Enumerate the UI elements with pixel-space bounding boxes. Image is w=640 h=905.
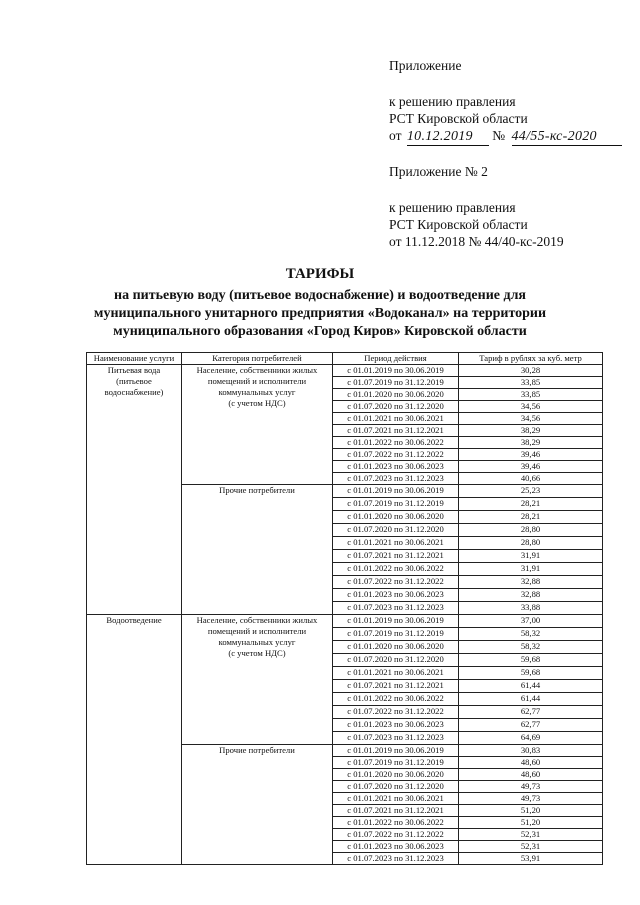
- category-cell: [182, 615, 333, 745]
- tariff-cell: 53,91: [459, 853, 603, 865]
- tariff-cell: 38,29: [459, 425, 603, 437]
- tariff-cell: 32,88: [459, 576, 603, 589]
- period-cell: с 01.07.2019 по 31.12.2019: [333, 757, 459, 769]
- tariff-cell: 30,83: [459, 745, 603, 757]
- date-prefix: от: [389, 128, 402, 143]
- tariff-cell: 48,60: [459, 757, 603, 769]
- service-name-line: Водоотведение: [106, 615, 162, 625]
- period-cell: с 01.01.2019 по 30.06.2019: [333, 615, 459, 628]
- tariff-cell: 39,46: [459, 449, 603, 461]
- period-cell: с 01.07.2020 по 31.12.2020: [333, 401, 459, 413]
- period-cell: с 01.07.2019 по 31.12.2019: [333, 377, 459, 389]
- decision-ref-line: от 11.12.2018 № 44/40-кс-2019: [389, 234, 564, 249]
- service-name-cell: [87, 615, 182, 865]
- header-period: Период действия: [333, 353, 459, 365]
- tariff-cell: 33,85: [459, 389, 603, 401]
- category-cell: [182, 745, 333, 865]
- category-line: (с учетом НДС): [228, 648, 286, 658]
- decision-line: к решению правления: [389, 94, 516, 109]
- tariff-cell: 64,69: [459, 732, 603, 745]
- period-cell: с 01.07.2019 по 31.12.2019: [333, 498, 459, 511]
- header-service: Наименование услуги: [87, 353, 182, 365]
- period-cell: с 01.07.2023 по 31.12.2023: [333, 473, 459, 485]
- tariff-cell: 62,77: [459, 706, 603, 719]
- period-cell: с 01.07.2019 по 31.12.2019: [333, 628, 459, 641]
- period-cell: с 01.01.2022 по 30.06.2022: [333, 437, 459, 449]
- period-cell: с 01.01.2019 по 30.06.2019: [333, 745, 459, 757]
- tariff-cell: 52,31: [459, 829, 603, 841]
- appendix-label: Приложение: [389, 58, 462, 73]
- period-cell: с 01.07.2020 по 31.12.2020: [333, 524, 459, 537]
- tariff-cell: 28,80: [459, 537, 603, 550]
- period-cell: с 01.07.2021 по 31.12.2021: [333, 805, 459, 817]
- header-tariff: Тариф в рублях за куб. метр: [459, 353, 603, 365]
- header-category: Категория потребителей: [182, 353, 333, 365]
- tariff-cell: 28,80: [459, 524, 603, 537]
- tariff-cell: 48,60: [459, 769, 603, 781]
- tariff-cell: 58,32: [459, 641, 603, 654]
- period-cell: с 01.01.2020 по 30.06.2020: [333, 641, 459, 654]
- tariff-cell: 33,88: [459, 602, 603, 615]
- period-cell: с 01.01.2020 по 30.06.2020: [333, 769, 459, 781]
- period-cell: с 01.01.2019 по 30.06.2019: [333, 365, 459, 377]
- handwritten-date: 10.12.2019: [407, 129, 489, 146]
- tariff-cell: 28,21: [459, 498, 603, 511]
- tariff-cell: 25,23: [459, 485, 603, 498]
- period-cell: с 01.07.2021 по 31.12.2021: [333, 550, 459, 563]
- tariff-table: [86, 352, 603, 865]
- handwritten-number: 44/55-кс-2020: [512, 129, 622, 146]
- period-cell: с 01.07.2023 по 31.12.2023: [333, 853, 459, 865]
- category-line: помещений и исполнители: [207, 376, 307, 386]
- service-name-line: (питьевое: [116, 376, 152, 386]
- period-cell: с 01.01.2022 по 30.06.2022: [333, 693, 459, 706]
- period-cell: с 01.07.2022 по 31.12.2022: [333, 706, 459, 719]
- tariff-cell: 61,44: [459, 680, 603, 693]
- category-cell: [182, 485, 333, 615]
- period-cell: с 01.07.2020 по 31.12.2020: [333, 781, 459, 793]
- tariff-cell: 31,91: [459, 550, 603, 563]
- document-title: ТАРИФЫ: [285, 266, 355, 282]
- table-row: [87, 365, 603, 377]
- tariff-cell: 62,77: [459, 719, 603, 732]
- service-name-line: водоснабжение): [104, 387, 164, 397]
- period-cell: с 01.01.2023 по 30.06.2023: [333, 589, 459, 602]
- tariff-cell: 59,68: [459, 654, 603, 667]
- document-subtitle-3: муниципального образования «Город Киров» Кировской области: [113, 324, 527, 339]
- tariff-cell: 33,85: [459, 377, 603, 389]
- tariff-cell: 34,56: [459, 413, 603, 425]
- period-cell: с 01.07.2022 по 31.12.2022: [333, 829, 459, 841]
- period-cell: с 01.01.2021 по 30.06.2021: [333, 667, 459, 680]
- service-name-cell: [87, 365, 182, 615]
- period-cell: с 01.01.2021 по 30.06.2021: [333, 413, 459, 425]
- category-line: коммунальных услуг: [218, 637, 296, 647]
- period-cell: с 01.01.2020 по 30.06.2020: [333, 511, 459, 524]
- period-cell: с 01.01.2023 по 30.06.2023: [333, 719, 459, 732]
- tariff-cell: 58,32: [459, 628, 603, 641]
- table-body: [87, 365, 603, 865]
- category-line: (с учетом НДС): [228, 398, 286, 408]
- tariff-cell: 61,44: [459, 693, 603, 706]
- period-cell: с 01.01.2021 по 30.06.2021: [333, 793, 459, 805]
- decision-line-2: к решению правления: [389, 200, 516, 215]
- number-sign: №: [492, 128, 506, 143]
- tariff-cell: 34,56: [459, 401, 603, 413]
- category-cell: [182, 365, 333, 485]
- table-header-row: [87, 353, 603, 365]
- authority-line: РСТ Кировской области: [389, 111, 528, 126]
- category-line: Население, собственники жилых: [196, 615, 318, 625]
- document-subtitle-1: на питьевую воду (питьевое водоснабжение) и водоотведение для: [114, 288, 526, 303]
- service-name-line: Питьевая вода: [107, 365, 161, 375]
- tariff-cell: 52,31: [459, 841, 603, 853]
- period-cell: с 01.01.2021 по 30.06.2021: [333, 537, 459, 550]
- document-subtitle-2: муниципального унитарного предприятия «Водоканал» на территории: [93, 306, 547, 321]
- decision-date-line: [389, 128, 622, 146]
- period-cell: с 01.01.2023 по 30.06.2023: [333, 461, 459, 473]
- tariff-cell: 32,88: [459, 589, 603, 602]
- tariff-cell: 40,66: [459, 473, 603, 485]
- period-cell: с 01.01.2022 по 30.06.2022: [333, 563, 459, 576]
- tariff-cell: 51,20: [459, 805, 603, 817]
- category-line: Население, собственники жилых: [196, 365, 318, 375]
- tariff-cell: 30,28: [459, 365, 603, 377]
- period-cell: с 01.07.2022 по 31.12.2022: [333, 449, 459, 461]
- appendix-2-label: Приложение № 2: [389, 164, 488, 179]
- tariff-cell: 28,21: [459, 511, 603, 524]
- tariff-cell: 37,00: [459, 615, 603, 628]
- tariff-cell: 31,91: [459, 563, 603, 576]
- tariff-cell: 38,29: [459, 437, 603, 449]
- period-cell: с 01.01.2022 по 30.06.2022: [333, 817, 459, 829]
- period-cell: с 01.07.2021 по 31.12.2021: [333, 680, 459, 693]
- category-line: коммунальных услуг: [218, 387, 296, 397]
- tariff-cell: 49,73: [459, 793, 603, 805]
- authority-line-2: РСТ Кировской области: [389, 217, 528, 232]
- period-cell: с 01.07.2021 по 31.12.2021: [333, 425, 459, 437]
- period-cell: с 01.01.2020 по 30.06.2020: [333, 389, 459, 401]
- tariff-cell: 59,68: [459, 667, 603, 680]
- period-cell: с 01.07.2023 по 31.12.2023: [333, 602, 459, 615]
- category-line: Прочие потребители: [219, 485, 295, 495]
- period-cell: с 01.01.2019 по 30.06.2019: [333, 485, 459, 498]
- category-line: Прочие потребители: [219, 745, 295, 755]
- table-row: [87, 615, 603, 628]
- tariff-cell: 39,46: [459, 461, 603, 473]
- period-cell: с 01.07.2020 по 31.12.2020: [333, 654, 459, 667]
- period-cell: с 01.01.2023 по 30.06.2023: [333, 841, 459, 853]
- period-cell: с 01.07.2023 по 31.12.2023: [333, 732, 459, 745]
- tariff-cell: 51,20: [459, 817, 603, 829]
- category-line: помещений и исполнители: [207, 626, 307, 636]
- period-cell: с 01.07.2022 по 31.12.2022: [333, 576, 459, 589]
- tariff-cell: 49,73: [459, 781, 603, 793]
